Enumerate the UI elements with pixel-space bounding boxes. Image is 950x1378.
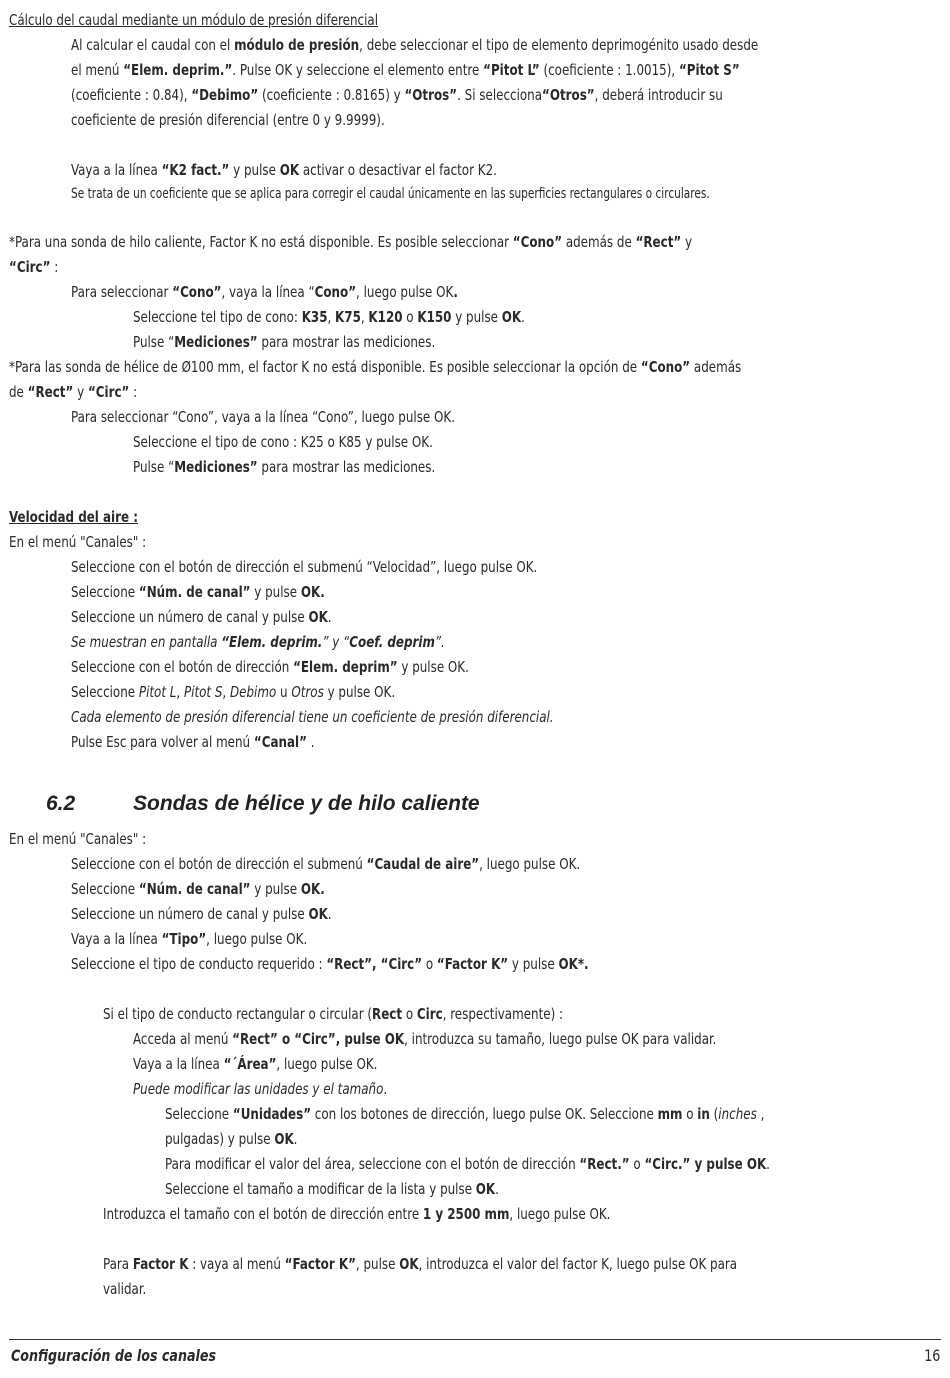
text-run: : [129, 383, 138, 401]
text-run: o [402, 1005, 417, 1023]
text-run: además de [562, 233, 636, 251]
text-run: in [697, 1105, 710, 1123]
text-run: Seleccione con el botón de dirección [71, 658, 294, 676]
text-run: Seleccione [165, 1105, 233, 1123]
text-run: mm [657, 1105, 683, 1123]
text-run: OK [399, 1255, 419, 1273]
menu-context: En el menú "Canales" : [9, 830, 147, 848]
text-run: Seleccione el tipo de conducto requerido : [71, 955, 327, 973]
duct-step [133, 1077, 387, 1102]
text-run: . [766, 1155, 770, 1173]
footer-title: Configuración de los canales [11, 1346, 216, 1365]
text-run: , respectivamente) : [442, 1005, 564, 1023]
text-run: OK*. [558, 955, 589, 973]
text-run: , [327, 308, 336, 326]
text-run: o [402, 308, 418, 326]
velocity-step [71, 730, 314, 755]
text-run: , luego pulse OK. [206, 930, 308, 948]
text-run: Seleccione con el botón de dirección el submenú “Velocidad”, luego pulse OK. [71, 558, 538, 576]
text-run: Seleccione un número de canal y pulse [71, 905, 309, 923]
vane-probe-step: Para seleccionar “Cono”, vaya a la línea “Cono”, luego pulse OK. [71, 408, 456, 426]
text-run: . Pulse OK y seleccione el elemento entre [232, 61, 484, 79]
text-run: Rect [372, 1005, 403, 1023]
text-run: “Cono” [640, 358, 691, 376]
text-run: de [9, 383, 28, 401]
text-run: “Pitot S” [678, 61, 740, 79]
text-run: . Si selecciona [457, 86, 543, 104]
text-run: OK [308, 608, 328, 626]
text-run: y pulse [250, 583, 301, 601]
text-run: con los botones de dirección, luego pulse OK. Seleccione [311, 1105, 658, 1123]
vane-probe-note [9, 355, 741, 380]
text-run: OK [274, 1130, 294, 1148]
paragraph-line [71, 33, 758, 58]
text-run: “Elem. deprim.” [123, 61, 233, 79]
text-run: “Rect” [635, 233, 682, 251]
text-run: ”. [434, 633, 445, 651]
text-run: activar o desactivar el factor K2. [299, 161, 497, 179]
text-run: . [495, 1180, 499, 1198]
text-run: Seleccione un número de canal y pulse [71, 608, 309, 626]
text-run: Seleccione [71, 583, 139, 601]
text-run: o [629, 1155, 645, 1173]
text-run: , [222, 683, 230, 701]
duct-step [133, 1027, 716, 1052]
text-run: K120 [368, 308, 403, 326]
text-run: OK [501, 308, 522, 326]
text-run: , debe seleccionar el tipo de elemento deprimogénito usado desde [359, 36, 759, 54]
text-run: , introduzca el valor del factor K, luego pulse OK para [418, 1255, 738, 1273]
paragraph-line [71, 108, 385, 133]
text-run: OK. [300, 880, 325, 898]
text-run: módulo de presión [234, 36, 360, 54]
duct-step [165, 1127, 297, 1152]
text-run: “´Área” [223, 1055, 277, 1073]
text-run: Introduzca el tamaño con el botón de dirección entre [103, 1205, 423, 1223]
text-run: Seleccione [71, 880, 139, 898]
text-run: OK [279, 161, 300, 179]
velocity-step [71, 705, 554, 730]
text-run: y [681, 233, 693, 251]
paragraph-line [71, 83, 723, 108]
paragraph-line [71, 58, 740, 83]
text-run: . [327, 905, 332, 923]
text-run: y pulse OK. [323, 683, 396, 701]
text-run: “Cono” [172, 283, 222, 301]
text-run: , luego pulse OK. [479, 855, 581, 873]
text-run: “K2 fact.” [161, 161, 230, 179]
text-run: OK [308, 905, 328, 923]
section-heading [46, 790, 480, 818]
text-run: “Cono” [512, 233, 563, 251]
factor-k-step [103, 1277, 146, 1302]
text-run: y pulse OK. [397, 658, 469, 676]
text-run: Pulse Esc para volver al menú [71, 733, 254, 751]
text-run: “Debimo” [191, 86, 259, 104]
airflow-step [71, 877, 325, 902]
hot-wire-step [71, 280, 458, 305]
velocity-step [71, 680, 395, 705]
velocity-step [71, 555, 537, 580]
hot-wire-step [133, 330, 435, 355]
text-run: K35 [301, 308, 328, 326]
hot-wire-note-cont [9, 255, 58, 280]
text-run: “Elem. deprim” [293, 658, 398, 676]
airflow-step [71, 952, 589, 977]
text-run: y pulse [250, 880, 301, 898]
text-run: Vaya a la línea [71, 930, 162, 948]
hot-wire-note [9, 230, 692, 255]
text-run: “Otros” [404, 86, 458, 104]
hot-wire-step [133, 305, 525, 330]
text-run: *Para una sonda de hilo caliente, Factor K no está disponible. Es posible seleccionar [9, 233, 513, 251]
duct-step [165, 1102, 764, 1127]
text-run: , [756, 1105, 765, 1123]
airflow-step [71, 852, 580, 877]
text-run: Debimo [229, 683, 277, 701]
page-number: 16 [923, 1346, 940, 1365]
text-run: Mediciones” [174, 333, 258, 351]
k2-note: Se trata de un coeficiente que se aplica para corregir el caudal únicamente en las superficies rectangulares o circulares. [71, 186, 710, 202]
text-run: Si el tipo de conducto rectangular o circular ( [103, 1005, 373, 1023]
text-run: K150 [417, 308, 452, 326]
text-run: Vaya a la línea [71, 161, 162, 179]
text-run: inches [718, 1105, 757, 1123]
footer-divider [9, 1339, 941, 1340]
text-run: Pulse “ [133, 333, 175, 351]
text-run: “Circ” [87, 383, 130, 401]
text-run: *Para las sonda de hélice de Ø100 mm, el factor K no está disponible. Es posible seleccionar la opción de [9, 358, 641, 376]
text-run: Cada elemento de presión diferencial tiene un coeficiente de presión diferencial. [71, 708, 554, 726]
text-run: el menú [71, 61, 124, 79]
text-run: K75 [335, 308, 361, 326]
text-run: pulgadas) y pulse [165, 1130, 275, 1148]
airflow-step [71, 927, 307, 952]
text-run: . [453, 283, 458, 301]
text-run: OK [475, 1180, 496, 1198]
text-run: “Caudal de aire” [366, 855, 480, 873]
text-run: Cono” [314, 283, 357, 301]
velocity-step [71, 630, 445, 655]
text-run: “Factor K” [436, 955, 509, 973]
text-run: , deberá introducir su [594, 86, 723, 104]
text-run: Otros [291, 683, 324, 701]
text-run: o [682, 1105, 698, 1123]
text-run: coeficiente de presión diferencial (entre 0 y 9.9999). [71, 111, 385, 129]
text-run: “Pitot L” [483, 61, 540, 79]
text-run: Vaya a la línea [133, 1055, 224, 1073]
text-run: y [73, 383, 88, 401]
vane-probe-step: Seleccione el tipo de cono : K25 o K85 y pulse OK. [133, 433, 433, 451]
text-run: , luego pulse OK. [509, 1205, 611, 1223]
section-title: Sondas de hélice y de hilo caliente [133, 792, 480, 815]
text-run: “Factor K” [284, 1255, 356, 1273]
k2-instruction [71, 158, 497, 183]
velocity-step [71, 605, 332, 630]
text-run: “Rect” o “Circ”, pulse OK [232, 1030, 405, 1048]
text-run: ( [709, 1105, 719, 1123]
text-run: “Núm. de canal” [138, 583, 251, 601]
duct-step [103, 1002, 563, 1027]
text-run: , [360, 308, 369, 326]
text-run: para mostrar las mediciones. [257, 333, 436, 351]
text-run: u [276, 683, 292, 701]
text-run: Para [103, 1255, 133, 1273]
velocity-step [71, 580, 325, 605]
text-run: para mostrar las mediciones. [257, 458, 436, 476]
text-run: Coef. deprim [349, 633, 435, 651]
text-run: , pulse [355, 1255, 400, 1273]
text-run: , introduzca su tamaño, luego pulse OK para validar. [404, 1030, 717, 1048]
text-run: Puede modificar las unidades y el tamaño [133, 1080, 384, 1098]
text-run: Pulse “ [133, 458, 175, 476]
vane-probe-note-cont [9, 380, 137, 405]
text-run: “Canal” [253, 733, 307, 751]
text-run: . [383, 1080, 388, 1098]
text-run: , [176, 683, 184, 701]
text-run: y pulse [229, 161, 280, 179]
text-run: OK. [300, 583, 325, 601]
text-run: “Rect.” [579, 1155, 630, 1173]
text-run: Para modificar el valor del área, seleccione con el botón de dirección [165, 1155, 580, 1173]
subsection-heading-velocidad: Velocidad del aire : [9, 508, 138, 526]
duct-step [103, 1202, 610, 1227]
text-run: , luego pulse OK. [276, 1055, 378, 1073]
text-run: Mediciones” [174, 458, 258, 476]
text-run: Seleccione con el botón de dirección el submenú [71, 855, 367, 873]
subsection-heading-caudal: Cálculo del caudal mediante un módulo de presión diferencial [9, 11, 379, 29]
text-run: Al calcular el caudal con el [71, 36, 235, 54]
text-run: . [293, 1130, 298, 1148]
text-run: : [50, 258, 59, 276]
factor-k-step [103, 1252, 737, 1277]
menu-context: En el menú "Canales" : [9, 533, 147, 551]
text-run: “Unidades” [232, 1105, 312, 1123]
text-run: Se muestran en pantalla [71, 633, 222, 651]
vane-probe-step [133, 455, 435, 480]
text-run: , luego pulse OK [356, 283, 454, 301]
text-run: “Núm. de canal” [138, 880, 251, 898]
text-run: “Circ” [9, 258, 51, 276]
text-run: Circ [416, 1005, 443, 1023]
text-run: Acceda al menú [133, 1030, 233, 1048]
text-run: Seleccione tel tipo de cono: [133, 308, 302, 326]
text-run: “Rect” [27, 383, 74, 401]
velocity-step [71, 655, 469, 680]
text-run: (coeficiente : 0.8165) y [258, 86, 405, 104]
text-run: , vaya la línea “ [221, 283, 315, 301]
section-number: 6.2 [46, 792, 76, 815]
text-run: (coeficiente : 1.0015), [539, 61, 679, 79]
airflow-step [71, 902, 332, 927]
text-run: Pitot S [183, 683, 223, 701]
text-run: Seleccione [71, 683, 139, 701]
text-run: . [521, 308, 525, 326]
duct-step [165, 1177, 499, 1202]
text-run: “Circ.” y pulse OK [644, 1155, 767, 1173]
text-run: “Tipo” [161, 930, 207, 948]
text-run: 1 y 2500 mm [422, 1205, 510, 1223]
text-run: Pitot L [138, 683, 177, 701]
text-run: o [422, 955, 437, 973]
text-run: : vaya al menú [188, 1255, 285, 1273]
text-run: ” y “ [322, 633, 350, 651]
text-run: “Rect”, “Circ” [326, 955, 423, 973]
duct-step [133, 1052, 377, 1077]
text-run: . [327, 608, 332, 626]
text-run: “Otros” [542, 86, 595, 104]
duct-step [165, 1152, 770, 1177]
text-run: . [306, 733, 315, 751]
text-run: Para seleccionar [71, 283, 173, 301]
text-run: (coeficiente : 0.84), [71, 86, 192, 104]
text-run: y pulse [508, 955, 559, 973]
text-run: “Elem. deprim. [221, 633, 323, 651]
text-run: validar. [103, 1280, 147, 1298]
text-run: Factor K [132, 1255, 189, 1273]
text-run: además [690, 358, 742, 376]
text-run: y pulse [451, 308, 502, 326]
text-run: Seleccione el tamaño a modificar de la lista y pulse [165, 1180, 476, 1198]
